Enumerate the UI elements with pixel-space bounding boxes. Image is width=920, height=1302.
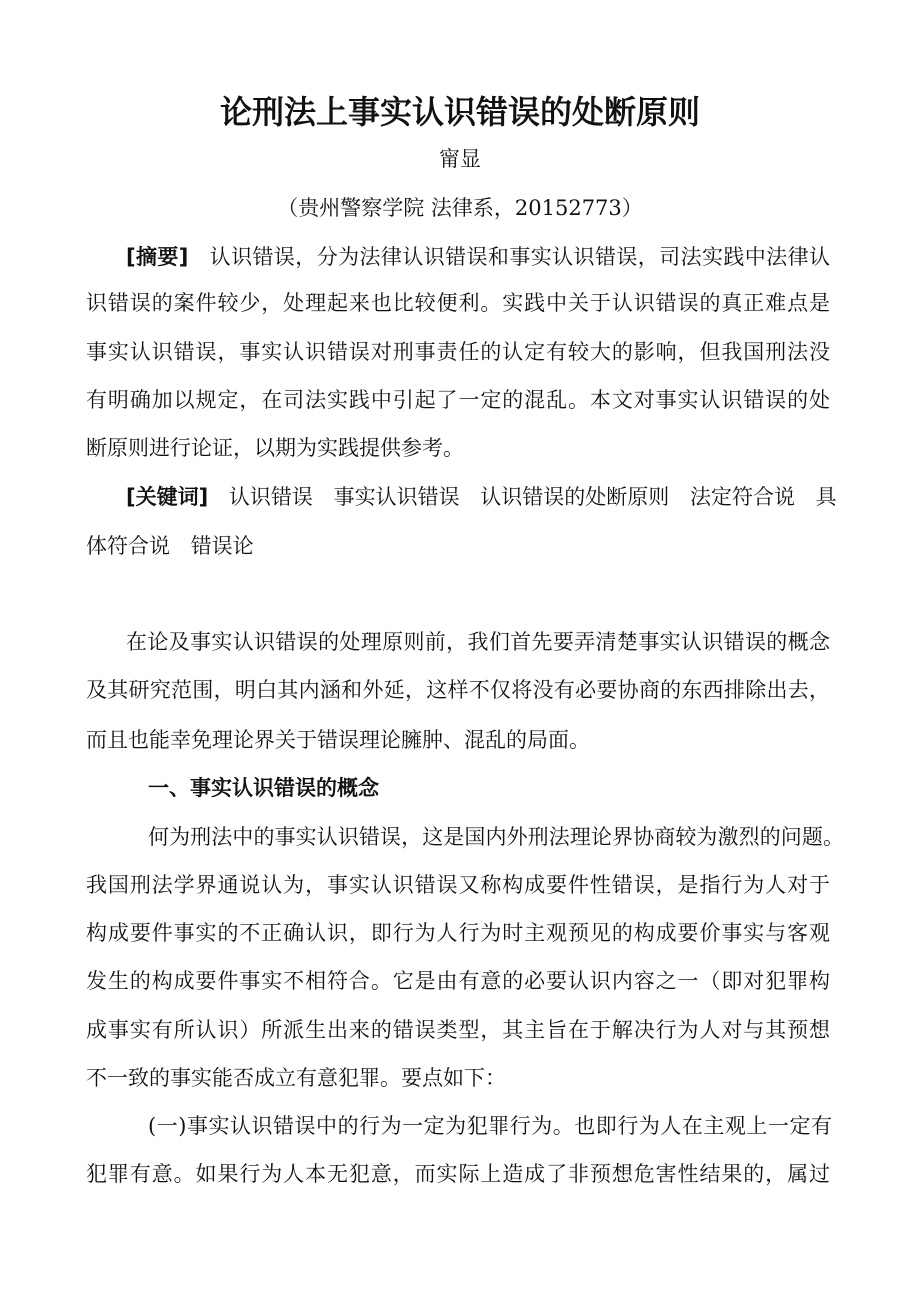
keywords-label: [关键词] (126, 485, 209, 509)
keyword: 认识错误的处断原则 (480, 485, 670, 509)
section-line: 何为刑法中的事实认识错误，这是国内外刑法理论界协商较为激烈的问题。 (148, 825, 844, 849)
keyword: 事实认识错误 (333, 485, 460, 509)
section-line: 发生的构成要件事实不相符合。它是由有意的必要认识内容之一（即对犯罪构 (86, 969, 830, 993)
abstract-line: 识错误的案件较少，处理起来也比较便利。实践中关于认识错误的真正难点是 (86, 291, 830, 315)
intro-line: 而且也能幸免理论界关于错误理论臃肿、混乱的局面。 (86, 728, 590, 752)
keyword: 错误论 (190, 534, 254, 558)
section-heading: 一、事实认识错误的概念 (148, 776, 379, 800)
keyword: 法定符合说 (689, 485, 795, 509)
keyword: 具 (815, 485, 837, 509)
abstract-line: 事实认识错误，事实认识错误对刑事责任的认定有较大的影响，但我国刑法没 (86, 340, 830, 364)
section-line: 不一致的事实能否成立有意犯罪。要点如下： (86, 1066, 506, 1090)
affiliation: （贵州警察学院 法律系，20152773） (277, 196, 643, 220)
section-line: 我国刑法学界通说认为，事实认识错误又称构成要件性错误，是指行为人对于 (86, 873, 830, 897)
keywords-line (86, 532, 830, 560)
abstract-label: [摘要] (126, 245, 189, 269)
abstract-line: 有明确加以规定，在司法实践中引起了一定的混乱。本文对事实认识错误的处 (86, 388, 830, 412)
point-line: 犯罪有意。如果行为人本无犯意，而实际上造成了非预想危害性结果的，属过 (86, 1162, 830, 1186)
abstract-line (126, 243, 830, 271)
author: 甯显 (439, 147, 481, 171)
intro-line: 及其研究范围，明白其内涵和外延，这样不仅将没有必要协商的东西排除出去， (86, 678, 830, 702)
section-line: 构成要件事实的不正确认识，即行为人行为时主观预见的构成要价事实与客观 (86, 921, 830, 945)
keywords-line (126, 483, 837, 511)
document-title: 论刑法上事实认识错误的处断原则 (219, 93, 700, 131)
keyword: 认识错误 (228, 485, 313, 509)
point-line: (一)事实认识错误中的行为一定为犯罪行为。也即行为人在主观上一定有 (148, 1114, 832, 1138)
intro-line: 在论及事实认识错误的处理原则前，我们首先要弄清楚事实认识错误的概念 (126, 630, 830, 654)
abstract-text: 认识错误，分为法律认识错误和事实认识错误，司法实践中法律认 (209, 245, 831, 269)
abstract-line: 断原则进行论证，以期为实践提供参考。 (86, 436, 464, 460)
section-line: 成事实有所认识）所派生出来的错误类型，其主旨在于解决行为人对与其预想 (86, 1018, 830, 1042)
keyword: 体符合说 (86, 534, 170, 558)
